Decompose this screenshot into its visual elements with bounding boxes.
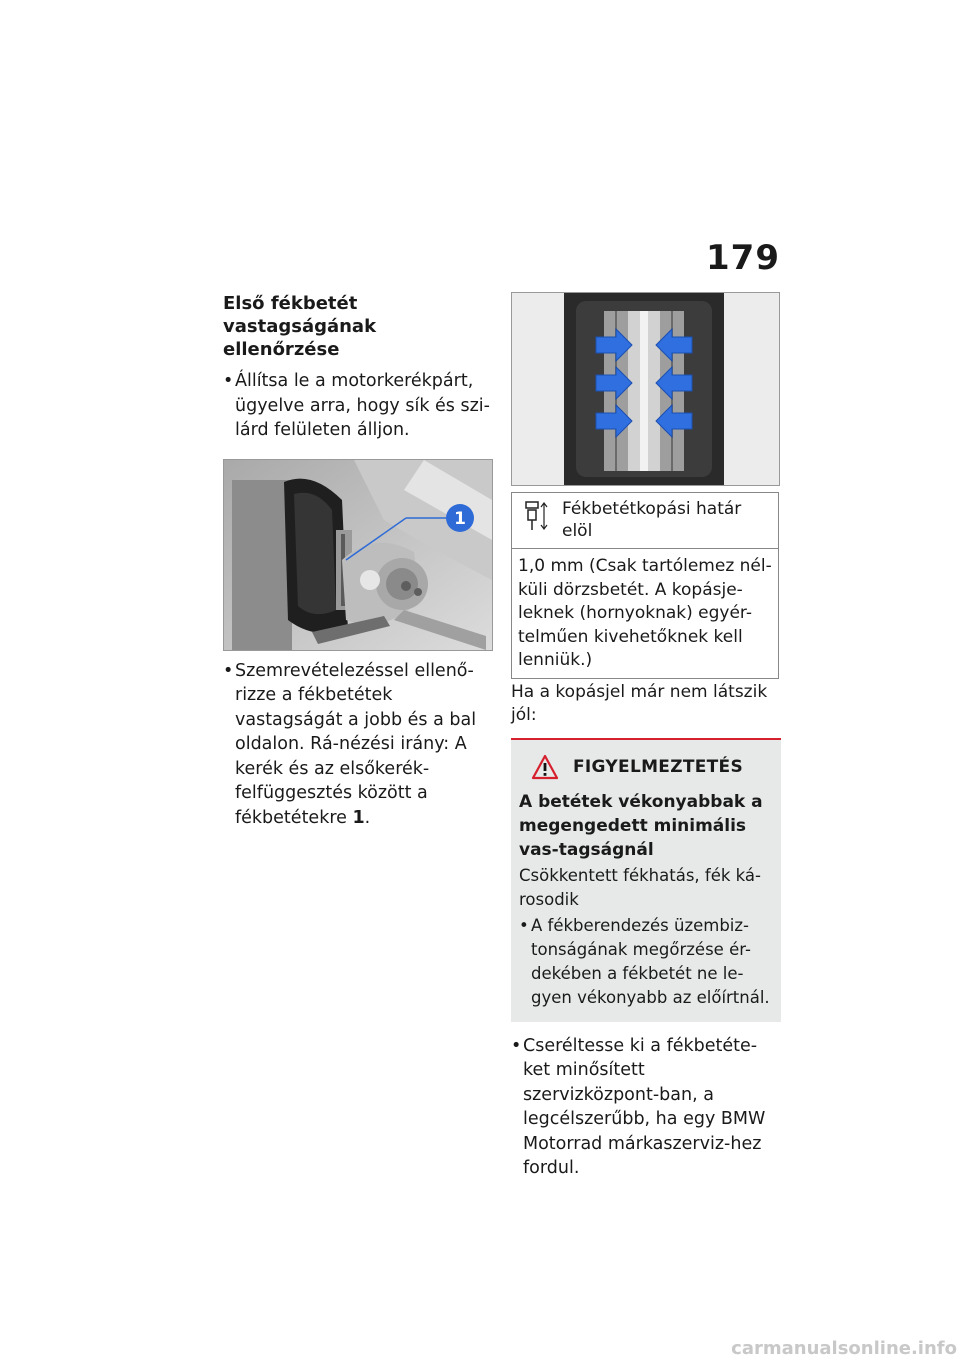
left-column — [223, 292, 495, 842]
bullet-dot: • — [223, 371, 234, 391]
bullet-text: A fékberendezés üzembiz-tonságának megőrzése ér-dekében a fékbetét ne le-gyen vékonyabb az előírtnál. — [531, 915, 770, 1007]
spec-value: 1,0 mm (Csak tartólemez nél-küli dörzsbetét. A kopásje-leknek (hornyoknak) egyér-telműen kivehetőknek kell lenniük.) — [518, 556, 772, 670]
bullet-dot: • — [223, 660, 234, 681]
warning-box — [511, 738, 781, 1022]
bullet-text: Cseréltesse ki a fékbetéte-ket minősített szervizközpont-ban, a legcélszerűbb, ha egy BMW Motorrad márkaszerviz-hez fordul. — [523, 1035, 766, 1178]
callout-number: 1 — [454, 508, 466, 529]
page-number: 179 — [706, 238, 780, 278]
warning-label: FIGYELMEZTETÉS — [573, 756, 743, 777]
spec-header — [512, 493, 778, 549]
warning-header — [519, 754, 773, 780]
brake-caliper-photo — [223, 459, 493, 651]
brake-pad-illustration — [512, 293, 779, 485]
spec-table — [511, 492, 779, 679]
brake-caliper-illustration — [224, 460, 492, 650]
bullet-inspect-pads — [223, 659, 495, 831]
brake-pad-photo — [511, 292, 780, 486]
figure-reference: 1 — [352, 807, 365, 828]
warning-text: Csökkentett fékhatás, fék ká-rosodik — [519, 865, 761, 909]
bullet-text: Szemrevételezéssel ellenő-rizze a fékbetétek vastagságát a jobb és a bal oldalon. Rá-nézési irány: A kerék és az elsőkerék-felfüggesztés között a fékbetétekre — [235, 660, 477, 828]
warning-triangle-icon — [531, 754, 559, 780]
brake-pad-wear-icon — [518, 498, 554, 534]
warning-bullet — [519, 914, 773, 1010]
right-column — [511, 292, 781, 1193]
section-title: Első fékbetét vastagságának ellenőrzése — [223, 293, 377, 360]
bullet-dot: • — [511, 1035, 522, 1056]
bullet-text: Állítsa le a motorkerékpárt, ügyelve arra, hogy sík és szi-lárd felületen álljon. — [235, 371, 490, 440]
bullet-end: . — [364, 807, 371, 828]
watermark: carmanualsonline.info — [731, 1338, 957, 1359]
bullet-dot: • — [519, 915, 529, 935]
bullet-park-motorcycle — [223, 369, 495, 443]
condition-text: Ha a kopásjel már nem látszik jól: — [511, 681, 768, 725]
bullet-replace-pads — [511, 1034, 781, 1181]
spec-title: Fékbetétkopási határ elöl — [562, 499, 742, 541]
warning-title: A betétek vékonyabbak a megengedett minimális vas-tagságnál — [519, 791, 763, 860]
